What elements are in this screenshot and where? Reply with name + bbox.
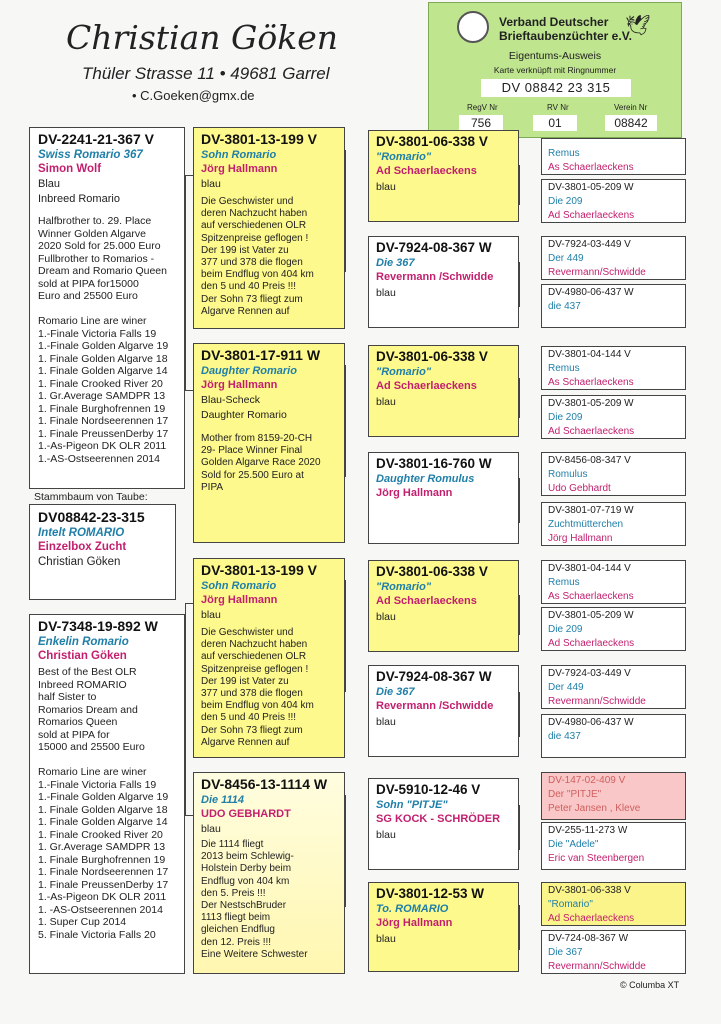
great-grandparent-box: [541, 346, 686, 390]
grandparent-box: [368, 345, 519, 437]
parent-owner: UDO GEBHARDT: [201, 808, 291, 820]
parent-owner: Jörg Hallmann: [201, 594, 278, 606]
gg-name: Remus: [548, 148, 580, 159]
sire-color: Blau: [38, 178, 61, 190]
grandparent-box: [368, 778, 519, 870]
gg-name: "Romario": [548, 899, 593, 910]
gg-owner: Ad Schaerlaeckens: [548, 210, 635, 221]
gg-ring: DV-3801-05-209 W: [548, 182, 634, 193]
parent-box: [193, 558, 345, 758]
gg-name: Der 449: [548, 253, 584, 264]
grandparent-box: [368, 882, 519, 972]
gg-owner: As Schaerlaeckens: [548, 591, 634, 602]
gg-owner: Jörg Hallmann: [548, 533, 613, 544]
breeder-name: Christian Göken: [66, 18, 339, 57]
parent-color: blau: [201, 178, 221, 190]
great-grandparent-box: [541, 607, 686, 651]
sire-notes: Halfbrother to. 29. Place Winner Golden Algarve 2020 Sold for 25.000 Euro Fullbrother to Romarios - Dream and Romario Queen sold at PIPA for15000 Euro and 25500 Euro Romario Line are winer 1.-Finale Victoria Falls 19 1.-Finale Golden Algarve 19 1. Finale Golden Algarve 18 1. Finale Golden Algarve 14 1. Finale Crooked River 20 1. Gr.Average SAMDPR 13 1. Finale Burghofrennen 19 1. Finale Nordseerennen 17 1. Finale PreussenDerby 17 1.-As-Pigeon DK OLR 2011 1.-AS-Ostseerennen 2014: [38, 215, 169, 465]
parent-owner: Jörg Hallmann: [201, 163, 278, 175]
gg-owner: Eric van Steenbergen: [548, 853, 645, 864]
connector-line: [519, 805, 520, 850]
card-org-line1: Verband Deutscher: [499, 15, 609, 29]
grandparent-name: Daughter Romulus: [376, 473, 475, 485]
card-value-verein: 08842: [605, 115, 657, 131]
parent-notes: Mother from 8159-20-CH 29- Place Winner Final Golden Algarve Race 2020 Sold for 25.500 Euro at PIPA: [201, 433, 321, 493]
great-grandparent-box: [541, 930, 686, 974]
gg-name: Die 367: [548, 947, 583, 958]
grandparent-name: "Romario": [376, 366, 432, 378]
grandparent-color: blau: [376, 829, 396, 841]
subject-box: [29, 504, 176, 600]
dam-ring: DV-7348-19-892 W: [38, 618, 158, 634]
grandparent-color: blau: [376, 181, 396, 193]
grandparent-name: Die 367: [376, 257, 415, 269]
grandparent-color: blau: [376, 716, 396, 728]
grandparent-owner: Revermann /Schwidde: [376, 271, 494, 283]
gg-owner: As Schaerlaeckens: [548, 377, 634, 388]
grandparent-color: blau: [376, 933, 396, 945]
subject-owner: Einzelbox Zucht: [38, 541, 127, 553]
parent-box: [193, 343, 345, 543]
parent-notes: Die Geschwister und deren Nachzucht haben auf verschiedenen OLR Spitzenpreise geflogen ! Der 199 ist Vater zu 377 und 378 die flogen beim Endflug von 404 km den 5 und 40 Preis !!! Der Sohn 73 fliegt zum Algarve Rennen auf: [201, 627, 314, 748]
gg-name: Der 449: [548, 682, 584, 693]
grandparent-ring: DV-3801-12-53 W: [376, 886, 485, 901]
gg-owner: Udo Gebhardt: [548, 483, 611, 494]
grandparent-ring: DV-7924-08-367 W: [376, 669, 492, 684]
parent-color: Blau-Scheck: [201, 394, 260, 406]
grandparent-name: Die 367: [376, 686, 415, 698]
dam-owner: Christian Göken: [38, 650, 127, 662]
breeder-address: Thüler Strasse 11 • 49681 Garrel: [82, 64, 330, 83]
card-org-line2: Brieftaubenzüchter e.V.: [499, 29, 632, 43]
parent-color: blau: [201, 823, 221, 835]
gg-name: die 437: [548, 301, 581, 312]
sire-ring: DV-2241-21-367 V: [38, 131, 154, 147]
parent-color: blau: [201, 609, 221, 621]
card-title: Eigentums-Ausweis: [508, 50, 602, 62]
great-grandparent-box: [541, 714, 686, 758]
grandparent-box: [368, 236, 519, 328]
gg-ring: DV-4980-06-437 W: [548, 717, 634, 728]
parent-ring: DV-3801-13-199 V: [201, 131, 317, 147]
gg-ring: DV-8456-08-347 V: [548, 455, 631, 466]
sire-info: Inbreed Romario: [38, 193, 120, 205]
great-grandparent-box: [541, 665, 686, 709]
gg-ring: DV-147-02-409 V: [548, 775, 626, 786]
ownership-card: [428, 2, 682, 138]
card-label-verein: Verein Nr: [614, 103, 648, 112]
card-value-rv: 01: [533, 115, 577, 131]
grandparent-box: [368, 665, 519, 757]
parent-box: [193, 127, 345, 329]
gg-owner: Revermann/Schwidde: [548, 267, 646, 278]
parent-ring: DV-3801-17-911 W: [201, 347, 321, 363]
breeder-email: • C.Goeken@gmx.de: [132, 88, 255, 103]
connector-line: [345, 150, 346, 272]
gg-owner: Revermann/Schwidde: [548, 961, 646, 972]
connector-line: [345, 365, 346, 477]
gg-ring: DV-3801-05-209 W: [548, 398, 634, 409]
card-label-rv: RV Nr: [547, 103, 569, 112]
connector-line: [519, 165, 520, 205]
subject-breeder: Christian Göken: [38, 556, 121, 568]
gg-owner: Peter Jansen , Kleve: [548, 803, 641, 814]
association-logo: [457, 11, 489, 43]
connector-line: [345, 580, 346, 692]
great-grandparent-box: [541, 138, 686, 175]
subject-caption: Stammbaum von Taube:: [34, 491, 148, 503]
connector-line: [185, 390, 193, 391]
subject-ring: DV08842-23-315: [38, 509, 145, 525]
grandparent-color: blau: [376, 611, 396, 623]
connector-line: [519, 692, 520, 737]
sire-owner: Simon Wolf: [38, 163, 102, 175]
gg-owner: As Schaerlaeckens: [548, 162, 634, 173]
connector-line: [185, 175, 186, 391]
gg-name: die 437: [548, 731, 581, 742]
gg-owner: Ad Schaerlaeckens: [548, 638, 635, 649]
gg-owner: Ad Schaerlaeckens: [548, 426, 635, 437]
gg-ring: DV-3801-04-144 V: [548, 349, 631, 360]
card-value-regv: 756: [459, 115, 503, 131]
grandparent-ring: DV-3801-06-338 V: [376, 564, 488, 579]
card-subtitle: Karte verknüpft mit Ringnummer: [493, 65, 617, 75]
grandparent-color: blau: [376, 287, 396, 299]
parent-box: [193, 772, 345, 974]
great-grandparent-box: [541, 882, 686, 926]
gg-name: Der "PITJE": [548, 789, 602, 800]
great-grandparent-box: [541, 236, 686, 280]
parent-name: Die 1114: [201, 794, 245, 806]
connector-line: [519, 262, 520, 307]
sire-box: [29, 127, 185, 489]
gg-owner: Revermann/Schwidde: [548, 696, 646, 707]
grandparent-ring: DV-3801-16-760 W: [376, 456, 492, 471]
grandparent-ring: DV-3801-06-338 V: [376, 349, 488, 364]
gg-owner: Ad Schaerlaeckens: [548, 913, 635, 924]
gg-name: Die 209: [548, 412, 583, 423]
connector-line: [345, 795, 346, 907]
gg-ring: DV-255-11-273 W: [548, 825, 628, 836]
gg-ring: DV-724-08-367 W: [548, 933, 629, 944]
grandparent-name: "Romario": [376, 581, 432, 593]
parent-notes: Die Geschwister und deren Nachzucht haben auf verschiedenen OLR Spitzenpreise geflogen ! Der 199 ist Vater zu 377 und 378 die flogen beim Endflug von 404 km den 5 und 40 Preis !!! Der Sohn 73 fliegt zum Algarve Rennen auf: [201, 196, 314, 317]
card-ring-number: DV 08842 23 315: [481, 79, 631, 97]
great-grandparent-box: [541, 772, 686, 820]
grandparent-box: [368, 452, 519, 544]
gg-ring: DV-7924-03-449 V: [548, 668, 631, 679]
gg-name: Die 209: [548, 624, 583, 635]
grandparent-name: "Romario": [376, 151, 432, 163]
parent-ring: DV-3801-13-199 V: [201, 562, 317, 578]
gg-ring: DV-3801-05-209 W: [548, 610, 634, 621]
great-grandparent-box: [541, 284, 686, 328]
parent-notes: Die 1114 fliegt 2013 beim Schlewig- Holstein Derby beim Endflug von 404 km den 5. Preis !!! Der NestschBruder 1113 fliegt beim gleichen Endflug den 12. Preis !!! Eine Weitere Schwester: [201, 839, 308, 960]
great-grandparent-box: [541, 560, 686, 604]
great-grandparent-box: [541, 395, 686, 439]
gg-name: Die "Adele": [548, 839, 599, 850]
parent-info: Daughter Romario: [201, 409, 287, 421]
dam-notes: Best of the Best OLR Inbreed ROMARIO half Sister to Romarios Dream and Romarios Queen sold at PIPA for 15000 and 25500 Euro Romario Line are winer 1.-Finale Victoria Falls 19 1.-Finale Golden Algarve 19 1. Finale Golden Algarve 18 1. Finale Golden Algarve 14 1. Finale Crooked River 20 1. Gr.Average SAMDPR 13 1. Finale Burghofrennen 19 1. Finale Nordseerennen 17 1. Finale PreussenDerby 17 1.-As-Pigeon DK OLR 2011 1. -AS-Ostseerennen 2014 1. Super Cup 2014 5. Finale Victoria Falls 20: [38, 666, 169, 941]
grandparent-box: [368, 130, 519, 222]
parent-name: Sohn Romario: [201, 149, 277, 161]
gg-name: Remus: [548, 577, 580, 588]
connector-line: [519, 478, 520, 523]
connector-line: [185, 815, 193, 816]
connector-line: [185, 603, 186, 816]
dam-name: Enkelin Romario: [38, 636, 129, 648]
grandparent-color: blau: [376, 396, 396, 408]
parent-name: Sohn Romario: [201, 580, 277, 592]
connector-line: [185, 175, 193, 176]
grandparent-ring: DV-3801-06-338 V: [376, 134, 488, 149]
parent-ring: DV-8456-13-1114 W: [201, 776, 328, 792]
connector-line: [519, 905, 520, 950]
grandparent-ring: DV-7924-08-367 W: [376, 240, 492, 255]
footer-copyright: © Columba XT: [620, 980, 680, 990]
gg-ring: DV-3801-07-719 W: [548, 505, 634, 516]
parent-name: Daughter Romario: [201, 365, 297, 377]
grandparent-owner: Ad Schaerlaeckens: [376, 595, 477, 607]
grandparent-box: [368, 560, 519, 652]
great-grandparent-box: [541, 502, 686, 546]
gg-ring: DV-3801-04-144 V: [548, 563, 631, 574]
card-label-regv: RegV Nr: [467, 103, 498, 112]
great-grandparent-box: [541, 179, 686, 223]
gg-ring: DV-4980-06-437 W: [548, 287, 634, 298]
gg-name: Romulus: [548, 469, 588, 480]
great-grandparent-box: [541, 822, 686, 870]
great-grandparent-box: [541, 452, 686, 496]
gg-ring: DV-3801-06-338 V: [548, 885, 631, 896]
pigeon-icon: 🕊: [625, 15, 651, 37]
gg-name: Die 209: [548, 196, 583, 207]
dam-box: [29, 614, 185, 974]
connector-line: [519, 378, 520, 418]
grandparent-owner: Jörg Hallmann: [376, 487, 453, 499]
grandparent-owner: SG KOCK - SCHRÖDER: [376, 813, 501, 825]
grandparent-ring: DV-5910-12-46 V: [376, 782, 481, 797]
gg-name: Remus: [548, 363, 580, 374]
subject-name: Intelt ROMARIO: [38, 527, 125, 539]
grandparent-owner: Revermann /Schwidde: [376, 700, 494, 712]
gg-ring: DV-7924-03-449 V: [548, 239, 631, 250]
grandparent-owner: Ad Schaerlaeckens: [376, 380, 477, 392]
grandparent-owner: Jörg Hallmann: [376, 917, 453, 929]
sire-name: Swiss Romario 367: [38, 149, 143, 161]
grandparent-owner: Ad Schaerlaeckens: [376, 165, 477, 177]
grandparent-name: Sohn "PITJE": [376, 799, 448, 811]
parent-owner: Jörg Hallmann: [201, 379, 278, 391]
gg-name: Zuchtmütterchen: [548, 519, 624, 530]
connector-line: [519, 595, 520, 635]
grandparent-name: To. ROMARIO: [376, 903, 449, 915]
connector-line: [185, 603, 193, 604]
